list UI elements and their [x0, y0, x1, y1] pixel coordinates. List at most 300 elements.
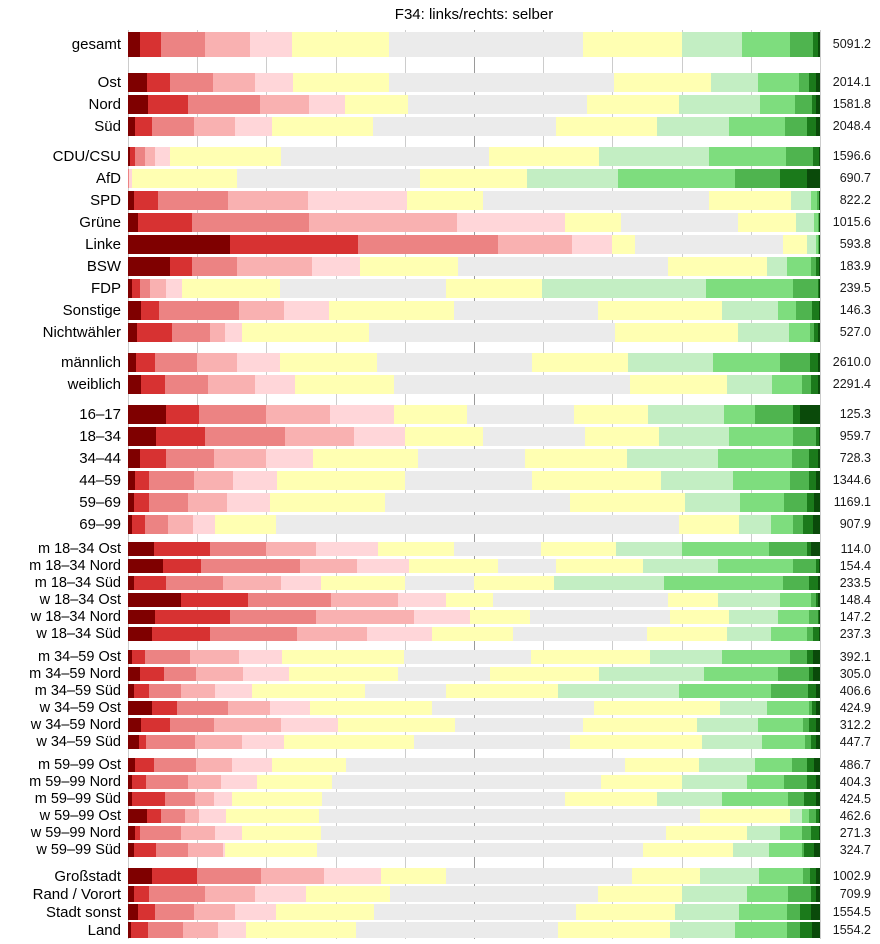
stacked-bar: [128, 449, 820, 468]
bar-segment-pale-pink: [312, 257, 360, 276]
bar-segment-far-left-dark-red: [128, 235, 230, 254]
row-group: [0, 30, 880, 58]
row-value: 1596.6: [832, 149, 871, 163]
bar-segment-pale-green: [527, 169, 618, 188]
row-value: 183.9: [839, 259, 871, 273]
stacked-bar: [128, 213, 820, 232]
chart-row: [0, 733, 880, 750]
row-group: [0, 71, 880, 137]
bar-segment-red: [134, 576, 167, 590]
bar-segment-salmon-pink: [188, 493, 227, 512]
bar-segment-neutral-grey-middle: [276, 515, 679, 534]
bar-segment-light-green: [780, 593, 811, 607]
bar-segment-neutral-grey-middle: [513, 627, 647, 641]
bar-segment-light-red: [149, 684, 181, 698]
bar-segment-pale-pink: [215, 826, 242, 840]
bar-segment-pale-pink: [266, 449, 313, 468]
bar-segment-red: [134, 684, 150, 698]
stacked-bar: [128, 735, 820, 749]
bar-segment-green: [793, 427, 816, 446]
bar-segment-light-green: [618, 169, 735, 188]
row-label: Land: [87, 921, 121, 939]
bar-segment-pale-yellow-left: [338, 718, 456, 732]
bar-segment-red: [132, 792, 165, 806]
row-group: [0, 145, 880, 343]
row-value: 2610.0: [832, 355, 871, 369]
bar-segment-dark-green: [809, 449, 818, 468]
bar-segment-dark-green: [800, 904, 811, 920]
bar-segment-pale-yellow-right: [574, 405, 648, 424]
row-value: 728.3: [839, 451, 871, 465]
bar-segment-salmon-pink: [300, 559, 357, 573]
bar-segment-neutral-grey-middle: [635, 235, 784, 254]
stacked-bar: [128, 279, 820, 298]
bar-segment-pale-yellow-right: [489, 147, 600, 166]
bar-segment-salmon-pink: [498, 235, 573, 254]
bar-segment-salmon-pink: [194, 117, 235, 136]
bar-segment-pale-green: [697, 718, 757, 732]
bar-segment-pale-yellow-left: [232, 792, 323, 806]
bar-segment-salmon-pink: [266, 542, 315, 556]
row-label: w 59–99 Süd: [36, 841, 121, 858]
bar-segment-salmon-pink: [188, 843, 223, 857]
bar-segment-pale-green: [729, 610, 778, 624]
row-label: m 59–99 Ost: [37, 756, 121, 773]
bar-segment-red: [147, 809, 162, 823]
row-label: männlich: [60, 353, 121, 371]
bar-segment-far-left-dark-red: [128, 117, 135, 136]
bar-segment-salmon-pink: [145, 147, 155, 166]
bar-segment-pale-green: [675, 904, 739, 920]
bar-segment-salmon-pink: [237, 257, 312, 276]
stacked-bar: [128, 826, 820, 840]
chart-row: [0, 885, 880, 903]
bar-segment-neutral-grey-middle: [281, 147, 489, 166]
chart-row: [0, 71, 880, 93]
bar-segment-salmon-pink: [261, 868, 324, 884]
bar-segment-light-green: [802, 809, 809, 823]
bar-segment-salmon-pink: [183, 922, 218, 938]
row-label: m 59–99 Süd: [34, 790, 121, 807]
stacked-bar: [128, 886, 820, 902]
bar-segment-light-red: [152, 117, 194, 136]
stacked-bar: [128, 73, 820, 92]
bar-segment-pale-green: [650, 650, 723, 664]
bar-segment-neutral-grey-middle: [389, 32, 583, 57]
bar-segment-salmon-pink: [214, 718, 281, 732]
bar-segment-far-left-dark-red: [128, 449, 140, 468]
bar-segment-light-red: [230, 610, 316, 624]
row-label: Ost: [97, 73, 121, 91]
bar-segment-pale-yellow-right: [632, 868, 700, 884]
bar-segment-salmon-pink: [181, 826, 216, 840]
bar-segment-salmon-pink: [185, 809, 198, 823]
bar-segment-neutral-grey-middle: [398, 667, 490, 681]
row-value: 406.6: [839, 683, 871, 698]
bar-segment-pale-yellow-right: [570, 493, 685, 512]
stacked-bar: [128, 191, 820, 210]
bar-segment-neutral-grey-middle: [493, 593, 668, 607]
bar-segment-pale-yellow-left: [306, 886, 390, 902]
bar-segment-red: [132, 279, 140, 298]
bar-segment-pale-yellow-left: [280, 353, 378, 372]
bar-segment-pale-yellow-right: [474, 576, 554, 590]
row-value: 237.3: [839, 626, 871, 641]
row-label: 44–59: [79, 471, 121, 489]
bar-segment-red: [138, 213, 192, 232]
stacked-bar: [128, 792, 820, 806]
row-value: 2048.4: [832, 119, 871, 133]
row-label: Stadt sonst: [45, 903, 121, 921]
row-value: 424.9: [839, 700, 871, 715]
bar-segment-pale-yellow-right: [556, 559, 643, 573]
stacked-bar: [128, 375, 820, 394]
row-group: [0, 351, 880, 395]
bar-segment-neutral-grey-middle: [405, 471, 532, 490]
bar-segment-salmon-pink: [194, 471, 233, 490]
bar-segment-pale-yellow-right: [594, 701, 719, 715]
stacked-bar: [128, 323, 820, 342]
bar-segment-light-red: [201, 559, 299, 573]
stacked-bar: [128, 701, 820, 715]
bar-segment-pale-green: [796, 213, 814, 232]
bar-segment-green: [790, 32, 813, 57]
bar-segment-pale-yellow-left: [132, 169, 237, 188]
bar-segment-neutral-grey-middle: [454, 542, 541, 556]
bar-segment-pale-yellow-left: [226, 809, 319, 823]
bar-segment-far-right-darkest-green: [800, 405, 820, 424]
bar-segment-pale-yellow-left: [378, 542, 454, 556]
row-label: m 34–59 Ost: [37, 648, 121, 665]
bar-segment-light-green: [664, 576, 783, 590]
stacked-bar: [128, 301, 820, 320]
bar-segment-light-green: [778, 610, 809, 624]
bar-segment-pale-yellow-right: [625, 758, 698, 772]
stacked-bar: [128, 169, 820, 188]
bar-segment-light-green: [729, 427, 793, 446]
chart-row: [0, 682, 880, 699]
bar-segment-pale-pink: [330, 405, 394, 424]
row-value: 1554.5: [832, 905, 871, 919]
bar-segment-pale-yellow-left: [345, 95, 407, 114]
row-label: weiblich: [67, 375, 121, 393]
bar-segment-green: [785, 117, 806, 136]
bar-segment-neutral-grey-middle: [405, 576, 474, 590]
bar-segment-red: [134, 886, 150, 902]
stacked-bar: [128, 471, 820, 490]
stacked-bar: [128, 809, 820, 823]
bar-segment-light-green: [740, 493, 784, 512]
bar-segment-light-green: [713, 353, 781, 372]
row-value: 148.4: [839, 592, 871, 607]
bar-segment-green: [783, 576, 809, 590]
bar-segment-light-red: [199, 405, 267, 424]
bar-segment-green: [778, 667, 809, 681]
bar-segment-pale-yellow-left: [284, 735, 413, 749]
bar-segment-pale-green: [718, 593, 780, 607]
row-value: 5091.2: [832, 37, 871, 51]
bar-segment-light-red: [140, 279, 150, 298]
bar-segment-neutral-grey-middle: [356, 922, 558, 938]
stacked-bar: [128, 559, 820, 573]
bar-segment-light-red: [248, 593, 332, 607]
bar-segment-far-left-dark-red: [128, 375, 141, 394]
bar-segment-light-green: [718, 449, 793, 468]
stacked-bar: [128, 257, 820, 276]
row-label: w 59–99 Ost: [39, 807, 121, 824]
bar-segment-light-green: [769, 843, 802, 857]
bar-segment-salmon-pink: [196, 667, 243, 681]
bar-segment-neutral-grey-middle: [408, 95, 588, 114]
bar-segment-pale-green: [558, 684, 680, 698]
chart-body: [0, 30, 880, 939]
bar-segment-pale-yellow-right: [630, 375, 727, 394]
bar-segment-far-left-dark-red: [128, 301, 141, 320]
row-label: m 34–59 Süd: [34, 682, 121, 699]
stacked-bar: [128, 353, 820, 372]
bar-segment-neutral-grey-middle: [454, 301, 598, 320]
bar-segment-pale-pink: [218, 922, 246, 938]
bar-segment-pale-pink: [242, 735, 284, 749]
row-label: m 59–99 Nord: [29, 773, 121, 790]
row-value: 233.5: [839, 575, 871, 590]
bar-segment-red: [132, 515, 145, 534]
bar-segment-light-red: [197, 868, 261, 884]
chart-row: [0, 591, 880, 608]
bar-segment-green: [799, 73, 809, 92]
bar-segment-pale-yellow-right: [614, 73, 710, 92]
stacked-bar: [128, 95, 820, 114]
bar-segment-far-left-dark-red: [128, 610, 155, 624]
bar-segment-far-left-dark-red: [128, 593, 181, 607]
bar-segment-pale-green: [643, 559, 717, 573]
bar-segment-light-red: [166, 449, 214, 468]
bar-segment-salmon-pink: [228, 191, 308, 210]
bar-segment-light-red: [149, 886, 204, 902]
row-value: 1344.6: [832, 473, 871, 487]
row-label: w 18–34 Ost: [39, 591, 121, 608]
bar-segment-neutral-grey-middle: [483, 191, 709, 210]
bar-segment-pale-pink: [199, 809, 226, 823]
row-value: 1554.2: [832, 923, 871, 937]
bar-segment-pale-yellow-right: [446, 279, 542, 298]
bar-segment-pale-yellow-left: [432, 627, 513, 641]
bar-segment-pale-yellow-right: [570, 735, 701, 749]
bar-segment-far-left-dark-red: [128, 758, 135, 772]
bar-segment-pale-green: [790, 809, 802, 823]
bar-segment-pale-green: [599, 667, 703, 681]
row-value: 593.8: [839, 237, 871, 251]
bar-segment-light-green: [789, 323, 809, 342]
bar-segment-light-green: [771, 515, 793, 534]
bar-segment-pale-yellow-right: [556, 117, 658, 136]
bar-segment-pale-pink: [308, 191, 407, 210]
row-label: m 34–59 Nord: [29, 665, 121, 682]
chart-row: [0, 115, 880, 137]
row-value: 271.3: [839, 825, 871, 840]
bar-segment-red: [141, 301, 159, 320]
bar-segment-light-green: [733, 471, 790, 490]
bar-segment-green: [769, 542, 806, 556]
bar-segment-light-red: [205, 427, 285, 446]
bar-segment-green: [787, 922, 800, 938]
bar-segment-red: [136, 353, 155, 372]
bar-segment-light-red: [161, 32, 205, 57]
bar-segment-pale-pink: [243, 667, 289, 681]
bar-segment-pale-yellow-right: [598, 886, 682, 902]
row-label: Nord: [88, 95, 121, 113]
bar-segment-light-red: [155, 904, 194, 920]
stacked-bar: [128, 904, 820, 920]
bar-segment-pale-yellow-right: [531, 650, 649, 664]
bar-segment-pale-yellow-right: [666, 826, 747, 840]
bar-segment-neutral-grey-middle: [404, 650, 531, 664]
bar-segment-pale-yellow-right: [558, 922, 671, 938]
bar-segment-pale-green: [682, 32, 743, 57]
bar-segment-pale-pink: [227, 493, 270, 512]
bar-segment-pale-yellow-left: [270, 493, 386, 512]
bar-segment-salmon-pink: [196, 758, 232, 772]
bar-segment-pale-green: [685, 493, 740, 512]
bar-segment-pale-green: [720, 701, 767, 715]
row-label: FDP: [91, 279, 121, 297]
bar-segment-green: [784, 493, 807, 512]
bar-segment-pale-green: [722, 301, 778, 320]
bar-segment-neutral-grey-middle: [317, 843, 643, 857]
bar-segment-far-left-dark-red: [128, 826, 135, 840]
bar-segment-pale-green: [699, 758, 755, 772]
bar-segment-far-right-darkest-green: [811, 542, 820, 556]
bar-segment-pale-pink: [235, 117, 272, 136]
bar-segment-salmon-pink: [195, 735, 242, 749]
bar-segment-red: [140, 667, 164, 681]
bar-segment-light-red: [158, 191, 228, 210]
bar-segment-pale-green: [616, 542, 681, 556]
bar-segment-pale-yellow-left: [565, 213, 620, 232]
chart-row: [0, 716, 880, 733]
bar-segment-pale-yellow-right: [490, 667, 599, 681]
bar-segment-light-red: [177, 701, 228, 715]
bar-segment-salmon-pink: [316, 610, 414, 624]
chart-row: [0, 167, 880, 189]
bar-segment-pale-yellow-right: [783, 235, 807, 254]
row-value: 2014.1: [832, 75, 871, 89]
bar-segment-green: [735, 169, 780, 188]
bar-segment-neutral-grey-middle: [280, 279, 447, 298]
stacked-bar: [128, 576, 820, 590]
bar-segment-salmon-pink: [223, 576, 281, 590]
chart-row: [0, 189, 880, 211]
bar-segment-neutral-grey-middle: [483, 427, 585, 446]
bar-segment-light-red: [164, 667, 196, 681]
bar-segment-dark-green: [807, 758, 815, 772]
row-value: 147.2: [839, 609, 871, 624]
bar-segment-far-left-dark-red: [128, 405, 166, 424]
bar-segment-green: [780, 353, 810, 372]
chart-row: [0, 540, 880, 557]
bar-segment-neutral-grey-middle: [414, 735, 570, 749]
stacked-bar: [128, 684, 820, 698]
bar-segment-pale-green: [648, 405, 723, 424]
chart-title: F34: links/rechts: selber: [394, 6, 554, 23]
bar-segment-pale-yellow-left: [257, 775, 332, 789]
bar-segment-far-left-dark-red: [128, 701, 152, 715]
row-value: 959.7: [839, 429, 871, 443]
bar-segment-salmon-pink: [205, 886, 255, 902]
bar-segment-red: [166, 405, 199, 424]
bar-segment-neutral-grey-middle: [385, 493, 570, 512]
chart-row: [0, 469, 880, 491]
bar-segment-light-red: [159, 301, 239, 320]
row-label: w 18–34 Nord: [30, 608, 121, 625]
row-label: 59–69: [79, 493, 121, 511]
bar-segment-light-red: [156, 843, 189, 857]
bar-segment-green: [787, 904, 800, 920]
row-value: 709.9: [839, 887, 871, 901]
bar-segment-salmon-pink: [197, 353, 237, 372]
row-label: Sonstige: [62, 301, 121, 319]
bar-segment-pale-yellow-right: [525, 449, 627, 468]
bar-segment-red: [135, 471, 150, 490]
bar-segment-green: [809, 610, 818, 624]
row-label: gesamt: [71, 35, 121, 53]
bar-segment-salmon-pink: [228, 701, 270, 715]
row-value: 239.5: [839, 281, 871, 295]
bar-segment-far-left-dark-red: [128, 627, 152, 641]
bar-segment-pale-pink: [221, 775, 256, 789]
stacked-bar: [128, 147, 820, 166]
chart-row: [0, 277, 880, 299]
row-value: 146.3: [839, 303, 871, 317]
row-value: 312.2: [839, 717, 871, 732]
chart-row: [0, 625, 880, 642]
bar-segment-pale-yellow-right: [583, 32, 682, 57]
bar-segment-pale-yellow-left: [612, 235, 635, 254]
row-group: [0, 540, 880, 642]
bar-segment-light-green: [759, 868, 803, 884]
chart-row: [0, 557, 880, 574]
bar-segment-pale-pink: [232, 758, 272, 772]
bar-segment-red: [230, 235, 358, 254]
bar-segment-light-red: [188, 95, 260, 114]
bar-segment-pale-pink: [281, 718, 338, 732]
bar-segment-far-right-darkest-green: [813, 667, 820, 681]
bar-segment-red: [155, 610, 230, 624]
bar-segment-pale-yellow-right: [541, 542, 616, 556]
row-value: 690.7: [839, 171, 871, 185]
bar-segment-dark-green: [811, 375, 818, 394]
bar-segment-red: [135, 758, 154, 772]
chart-row: [0, 807, 880, 824]
bar-segment-pale-pink: [316, 542, 378, 556]
chart-row: [0, 824, 880, 841]
bar-segment-far-left-dark-red: [128, 73, 147, 92]
bar-segment-red: [134, 191, 158, 210]
bar-segment-light-red: [146, 735, 195, 749]
bar-segment-salmon-pink: [210, 323, 225, 342]
bar-segment-green: [786, 147, 813, 166]
bar-segment-pale-yellow-left: [295, 375, 394, 394]
bar-segment-green: [792, 758, 807, 772]
bar-segment-salmon-pink: [181, 684, 215, 698]
bar-segment-red: [137, 323, 172, 342]
bar-segment-salmon-pink: [208, 375, 256, 394]
row-label: Nichtwähler: [42, 323, 121, 341]
bar-segment-light-green: [718, 559, 793, 573]
bar-segment-dark-green: [809, 718, 816, 732]
stacked-bar: [128, 627, 820, 641]
bar-segment-light-green: [706, 279, 793, 298]
